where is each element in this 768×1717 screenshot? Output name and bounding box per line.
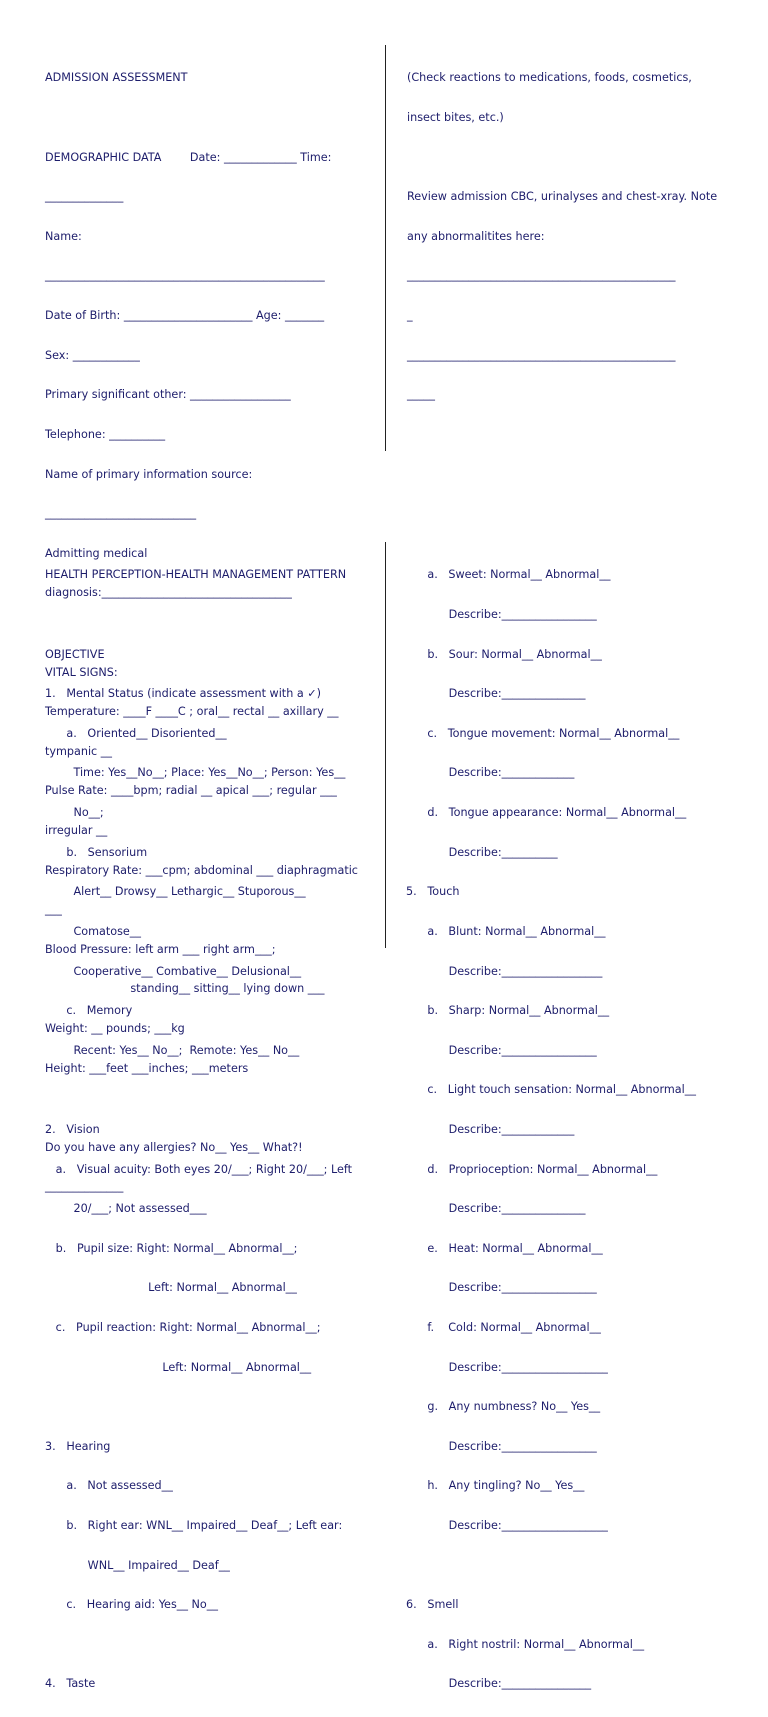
line: ___________________________ xyxy=(45,507,197,521)
line: ________________________________________________ xyxy=(407,348,676,362)
line: irregular __ xyxy=(45,823,108,837)
line: Left: Normal__ Abnormal__ xyxy=(45,1281,297,1295)
line: c. Memory xyxy=(45,1004,133,1018)
line: Describe:_________________ xyxy=(406,608,597,622)
line: f. Cold: Normal__ Abnormal__ xyxy=(406,1320,601,1334)
line: Name: xyxy=(45,229,82,243)
line: Cooperative__ Combative__ Delusional__ xyxy=(45,964,302,978)
line: insect bites, etc.) xyxy=(407,111,504,125)
line: Do you have any allergies? No__ Yes__ What?! xyxy=(45,1140,303,1154)
line: HEALTH PERCEPTION-HEALTH MANAGEMENT PATTERN xyxy=(45,568,347,582)
line: Review admission CBC, urinalyses and chest-xray. Note xyxy=(407,190,718,204)
line: Describe:_________________ xyxy=(406,1439,597,1453)
line: b. Sour: Normal__ Abnormal__ xyxy=(406,647,602,661)
line: Time: Yes__No__; Place: Yes__No__; Person: Yes__ xyxy=(45,766,346,780)
line: b. Sharp: Normal__ Abnormal__ xyxy=(406,1004,610,1018)
line: c. Tongue movement: Normal__ Abnormal__ xyxy=(406,726,680,740)
line: e. Heat: Normal__ Abnormal__ xyxy=(406,1241,603,1255)
line: ______________ xyxy=(45,1180,124,1194)
taste-touch-smell-column xyxy=(406,542,696,1717)
line: Comatose__ xyxy=(45,924,141,938)
line xyxy=(45,111,358,124)
line: a. Sweet: Normal__ Abnormal__ xyxy=(406,568,611,582)
column-divider xyxy=(385,45,386,451)
line: d. Tongue appearance: Normal__ Abnormal__ xyxy=(406,806,687,820)
line: diagnosis:__________________________________ xyxy=(45,586,292,600)
line: 5. Touch xyxy=(406,885,460,899)
line: ADMISSION ASSESSMENT xyxy=(45,71,188,85)
line: Name of primary information source: xyxy=(45,467,253,481)
line: Describe:_______________ xyxy=(406,687,586,701)
line: Sex: ____________ xyxy=(45,348,140,362)
line: Describe:_______________ xyxy=(406,1202,586,1216)
line xyxy=(45,1400,352,1413)
line: Describe:_____________ xyxy=(406,1122,575,1136)
line: b. Sensorium xyxy=(45,845,148,859)
line: __________________________________________________ xyxy=(45,269,325,283)
line: Admitting medical xyxy=(45,546,148,560)
line: Telephone: __________ xyxy=(45,427,166,441)
line: 3. Hearing xyxy=(45,1439,111,1453)
line: tympanic __ xyxy=(45,744,112,758)
line: any abnormalitites here: xyxy=(407,229,545,243)
line: Describe:___________________ xyxy=(406,1519,608,1533)
line: a. Visual acuity: Both eyes 20/___; Right 20/___; Left xyxy=(45,1162,353,1176)
line: Describe:__________________ xyxy=(406,964,603,978)
line: 6. Smell xyxy=(406,1598,459,1612)
line: Describe:_____________ xyxy=(406,766,575,780)
line: Describe:________________ xyxy=(406,1677,592,1691)
line: Describe:_________________ xyxy=(406,1281,597,1295)
line: b. Pupil size: Right: Normal__ Abnormal__; xyxy=(45,1241,298,1255)
line: a. Blunt: Normal__ Abnormal__ xyxy=(406,924,606,938)
line: a. Right nostril: Normal__ Abnormal__ xyxy=(406,1637,645,1651)
line: Blood Pressure: left arm ___ right arm___; xyxy=(45,942,276,956)
line: Pulse Rate: ____bpm; radial __ apical ___; regular ___ xyxy=(45,784,337,798)
line: _____ xyxy=(407,388,435,402)
line xyxy=(407,151,717,164)
line: standing__ sitting__ lying down ___ xyxy=(45,982,325,996)
line: a. Not assessed__ xyxy=(45,1479,173,1493)
line: Weight: __ pounds; ___kg xyxy=(45,1022,185,1036)
line: Primary significant other: __________________ xyxy=(45,388,291,402)
line: Date of Birth: _______________________ Age: _______ xyxy=(45,309,325,323)
line: c. Light touch sensation: Normal__ Abnormal__ xyxy=(406,1083,696,1097)
line: Temperature: ____F ____C ; oral__ rectal __ axillary __ xyxy=(45,705,339,719)
line: ___ xyxy=(45,903,62,917)
line: a. Oriented__ Disoriented__ xyxy=(45,726,227,740)
line: g. Any numbness? No__ Yes__ xyxy=(406,1400,601,1414)
line: VITAL SIGNS: xyxy=(45,665,118,679)
line: Describe:__________ xyxy=(406,845,558,859)
line: Left: Normal__ Abnormal__ xyxy=(45,1360,312,1374)
line: DEMOGRAPHIC DATA Date: _____________ Time: xyxy=(45,150,332,164)
line: _ xyxy=(407,309,413,323)
line xyxy=(45,1638,352,1651)
line: No__; xyxy=(45,806,104,820)
line: Alert__ Drowsy__ Lethargic__ Stuporous__ xyxy=(45,885,306,899)
line: ______________ xyxy=(45,190,124,204)
line: 2. Vision xyxy=(45,1122,100,1136)
line: Describe:_________________ xyxy=(406,1043,597,1057)
line: d. Proprioception: Normal__ Abnormal__ xyxy=(406,1162,658,1176)
line xyxy=(45,1083,352,1096)
health-perception-column xyxy=(45,542,352,1717)
line: 4. Taste xyxy=(45,1677,96,1691)
line: ________________________________________________ xyxy=(407,269,676,283)
line: WNL__ Impaired__ Deaf__ xyxy=(45,1558,230,1572)
line xyxy=(45,608,352,621)
line: 1. Mental Status (indicate assessment with a ✓) xyxy=(45,687,321,701)
line: c. Hearing aid: Yes__ No__ xyxy=(45,1598,218,1612)
line xyxy=(406,1559,696,1572)
column-divider xyxy=(385,542,386,948)
line: (Check reactions to medications, foods, cosmetics, xyxy=(407,71,692,85)
line: h. Any tingling? No__ Yes__ xyxy=(406,1479,585,1493)
line: Describe:___________________ xyxy=(406,1360,608,1374)
line: Respiratory Rate: ___cpm; abdominal ___ diaphragmatic xyxy=(45,863,358,877)
line: Height: ___feet ___inches; ___meters xyxy=(45,1061,249,1075)
line: 20/___; Not assessed___ xyxy=(45,1202,207,1216)
line: b. Right ear: WNL__ Impaired__ Deaf__; Left ear: xyxy=(45,1519,343,1533)
line: c. Pupil reaction: Right: Normal__ Abnormal__; xyxy=(45,1320,321,1334)
line: Recent: Yes__ No__; Remote: Yes__ No__ xyxy=(45,1043,300,1057)
line: OBJECTIVE xyxy=(45,647,105,661)
lab-review-column xyxy=(407,45,717,428)
